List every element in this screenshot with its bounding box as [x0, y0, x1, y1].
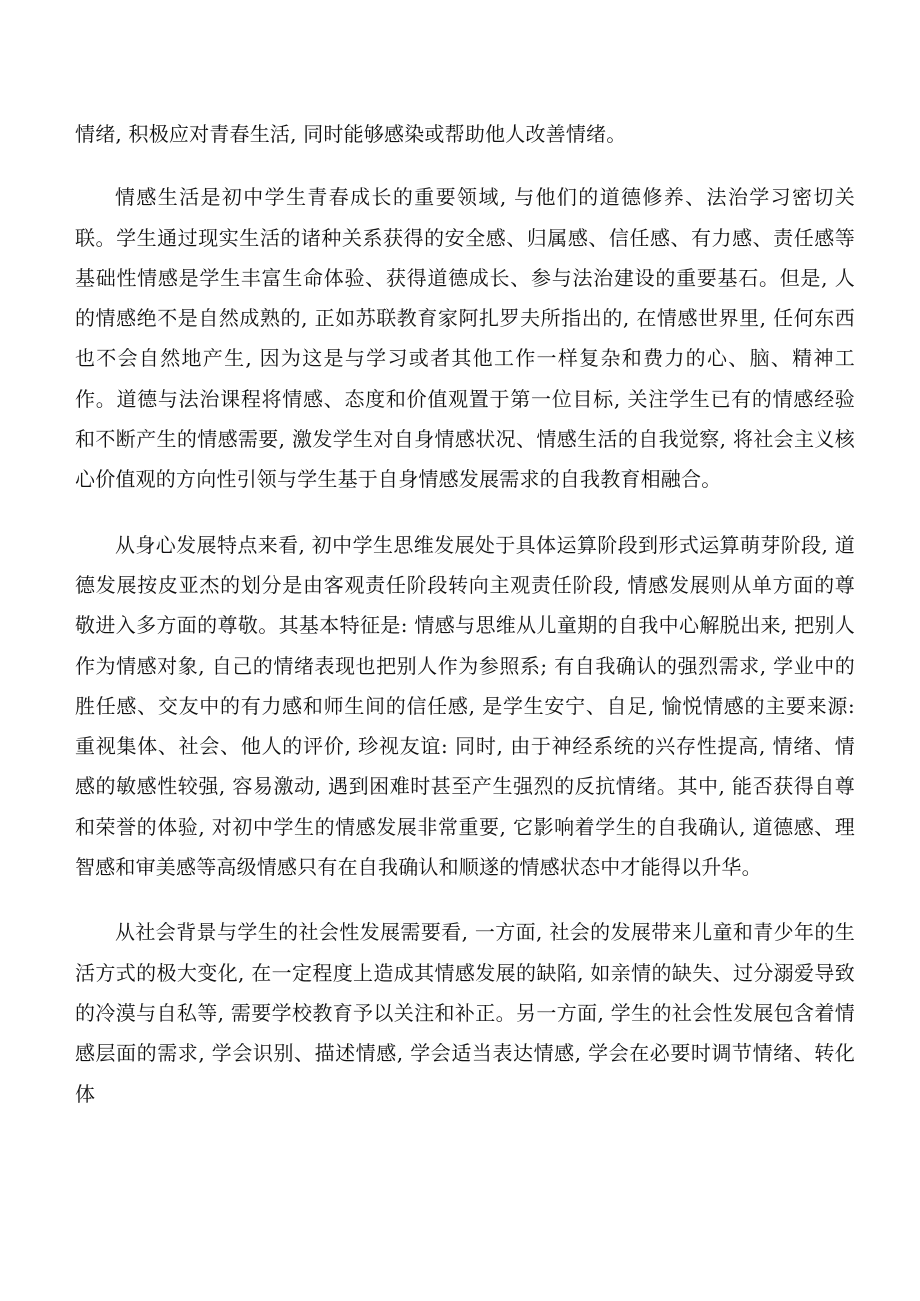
document-page: [75, 114, 855, 1139]
paragraph-continuation: 情绪, 积极应对青春生活, 同时能够感染或帮助他人改善情绪。: [75, 122, 627, 146]
paragraph-development-traits: 从身心发展特点来看, 初中学生思维发展处于具体运算阶段到形式运算萌芽阶段, 道德发展按皮亚杰的划分是由客观责任阶段转向主观责任阶段, 情感发展则从单方面的尊敬进入多方面的尊敬。其基本特征是: 情感与思维从儿童期的自我中心解脱出来, 把别人作为情感对象, 自己的情绪表现也把别人作为参照系; 有自我确认的强烈需求, 学业中的胜任感、交友中的有力感和师生间的信任感, 是学生安宁、自足, 愉悦情感的主要来源: 重视集体、社会、他人的评价, 珍视友谊: 同时, 由于神经系统的兴存性提高, 情绪、情感的敏感性较强, 容易激动, 遇到困难时甚至产生强烈的反抗情绪。其中, 能否获得自尊和荣誉的体验, 对初中学生的情感发展非常重要, 它影响着学生的自我确认, 道德感、理智感和审美感等高级情感只有在自我确认和顺遂的情感状态中才能得以升华。: [75, 532, 855, 880]
paragraph-social-background: 从社会背景与学生的社会性发展需要看, 一方面, 社会的发展带来儿童和青少年的生活方式的极大变化, 在一定程度上造成其情感发展的缺陷, 如亲情的缺失、过分溺爱导致的冷漠与自私等, 需要学校教育予以关注和补正。另一方面, 学生的社会性发展包含着情感层面的需求, 学会识别、描述情感, 学会适当表达情感, 学会在必要时调节情绪、转化体: [75, 920, 855, 1106]
paragraph-emotional-life: 情感生活是初中学生青春成长的重要领域, 与他们的道德修养、法治学习密切关联。学生通过现实生活的诸种关系获得的安全感、归属感、信任感、有力感、责任感等基础性情感是学生丰富生命体验、获得道德成长、参与法治建设的重要基石。但是, 人的情感绝不是自然成熟的, 正如苏联教育家阿扎罗夫所指出的, 在情感世界里, 任何东西也不会自然地产生, 因为这是与学习或者其他工作一样复杂和费力的心、脑、精神工作。道德与法治课程将情感、态度和价值观置于第一位目标, 关注学生已有的情感经验和不断产生的情感需要, 激发学生对自身情感状况、情感生活的自我觉察, 将社会主义核心价值观的方向性引领与学生基于自身情感发展需求的自我教育相融合。: [75, 185, 855, 492]
